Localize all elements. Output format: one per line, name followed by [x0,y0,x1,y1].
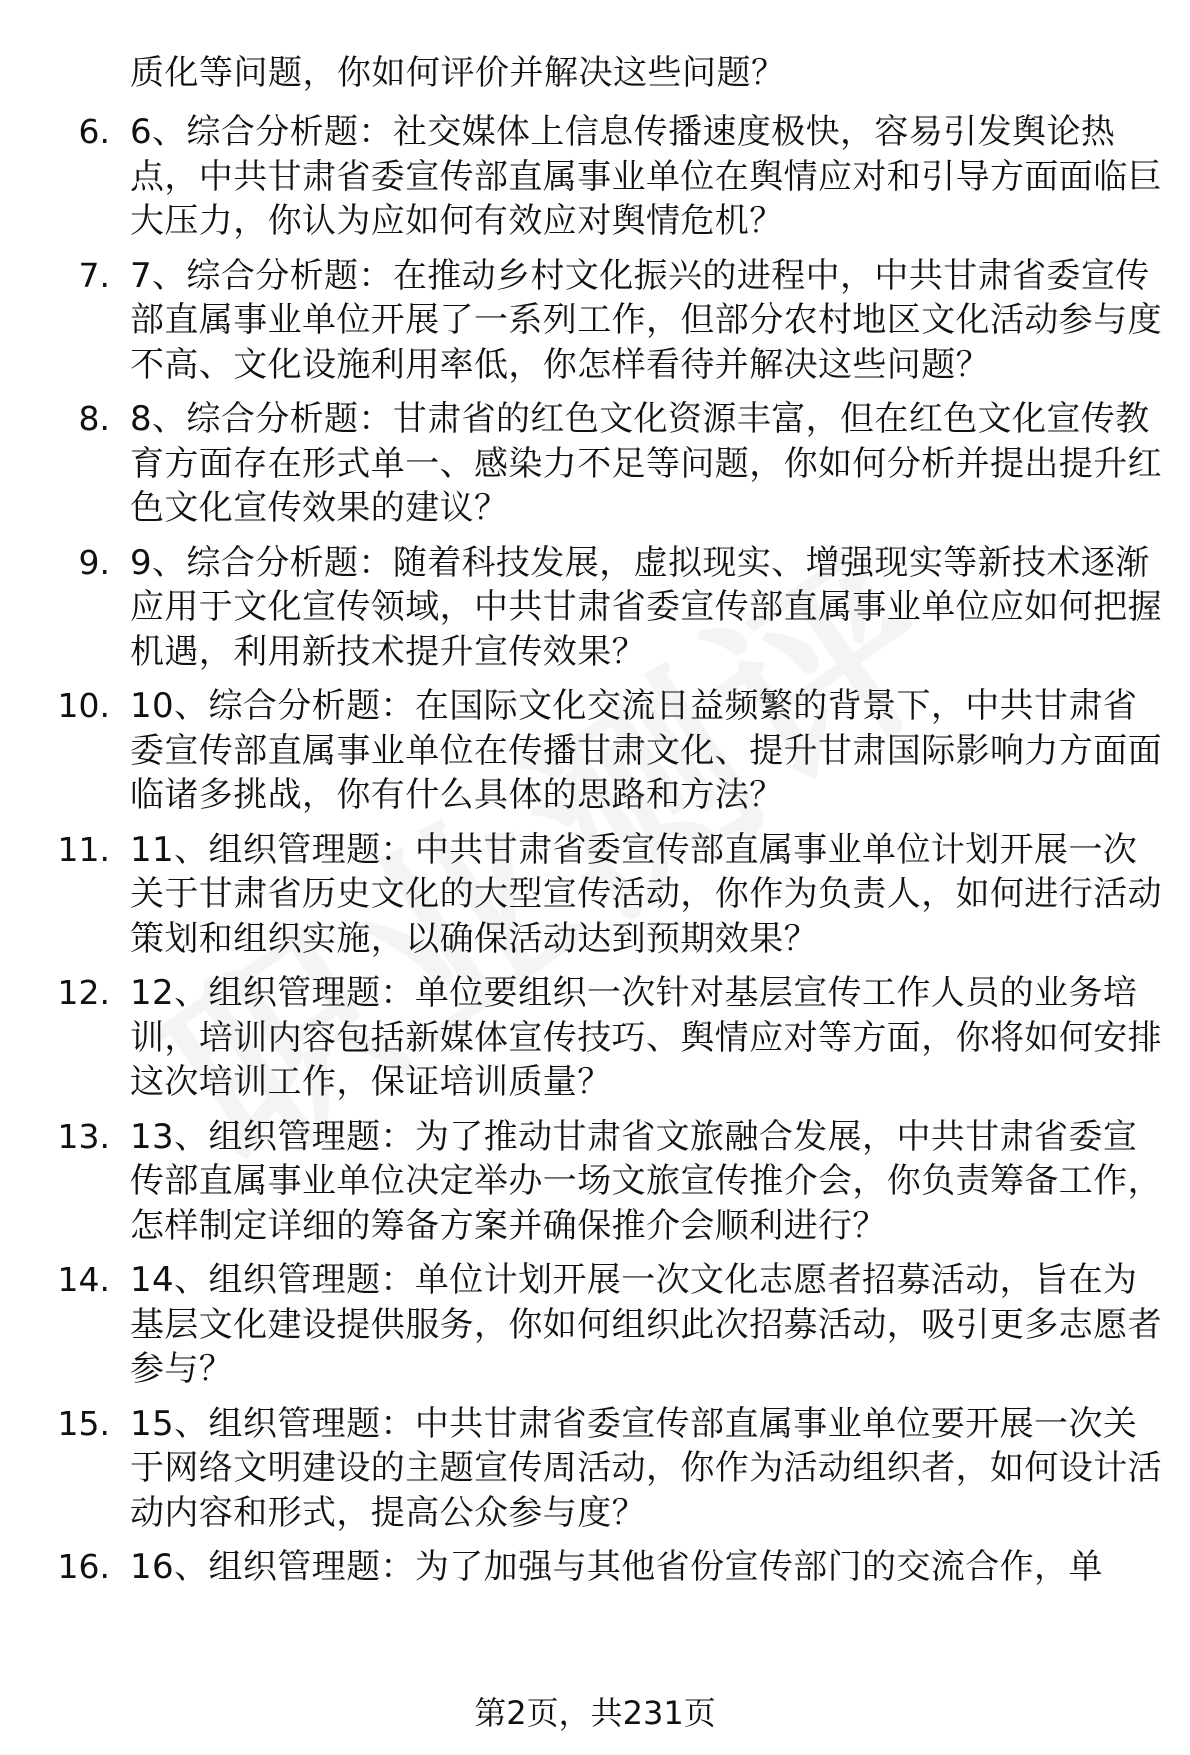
list-item [0,1402,1190,1536]
item-number: 6. [78,112,110,151]
list-item [0,1258,1190,1392]
item-number: 12. [57,973,110,1012]
item-number: 11. [57,829,110,869]
item-number: 9. [78,542,110,582]
list-item [0,1115,1190,1249]
question-text: 11、组织管理题：中共甘肃省委宣传部直属事业单位计划开展一次关于甘肃省历史文化的大型宣传活动，你作为负责人，如何进行活动策划和组织实施，以确保活动达到预期效果？ [130,829,1162,959]
question-text: 6、综合分析题：社交媒体上信息传播速度极快，容易引发舆论热点，中共甘肃省委宣传部直属事业单位在舆情应对和引导方面面临巨大压力，你认为应如何有效应对舆情危机？ [130,112,1162,241]
list-item [0,684,1190,818]
item-number: 7. [78,255,110,295]
page-number: 第2页，共231页 [474,1694,716,1732]
question-text: 12、组织管理题：单位要组织一次针对基层宣传工作人员的业务培训，培训内容包括新媒体宣传技巧、舆情应对等方面，你将如何安排这次培训工作，保证培训质量？ [130,973,1162,1102]
question-text: 8、综合分析题：甘肃省的红色文化资源丰富，但在红色文化宣传教育方面存在形式单一、感染力不足等问题，你如何分析并提出提升红色文化宣传效果的建议？ [130,399,1162,528]
list-item [0,971,1190,1105]
question-text: 9、综合分析题：随着科技发展，虚拟现实、增强现实等新技术逐渐应用于文化宣传领域，中共甘肃省委宣传部直属事业单位应如何把握机遇，利用新技术提升宣传效果？ [130,542,1162,672]
question-list [0,110,1190,1600]
question-text: 16、组织管理题：为了加强与其他省份宣传部门的交流合作，单 [130,1547,1103,1587]
item-number: 10. [57,686,110,725]
continued-text: 质化等问题，你如何评价并解决这些问题？ [130,53,786,93]
list-item [0,110,1190,244]
question-text: 14、组织管理题：单位计划开展一次文化志愿者招募活动，旨在为基层文化建设提供服务，你如何组织此次招募活动，吸引更多志愿者参与？ [130,1260,1162,1389]
list-item [0,397,1190,531]
item-number: 15. [57,1403,110,1443]
question-text: 10、综合分析题：在国际文化交流日益频繁的背景下，中共甘肃省委宣传部直属事业单位在传播甘肃文化、提升甘肃国际影响力方面面临诸多挑战，你有什么具体的思路和方法？ [130,686,1162,815]
item-number: 14. [57,1260,110,1299]
list-item [0,541,1190,675]
question-text: 7、综合分析题：在推动乡村文化振兴的进程中，中共甘肃省委宣传部直属事业单位开展了一系列工作，但部分农村地区文化活动参与度不高、文化设施利用率低，你怎样看待并解决这些问题？ [130,255,1162,385]
list-item [0,1545,1190,1590]
question-text: 13、组织管理题：为了推动甘肃省文旅融合发展，中共甘肃省委宣传部直属事业单位决定举办一场文旅宣传推介会，你负责筹备工作，怎样制定详细的筹备方案并确保推介会顺利进行？ [130,1116,1162,1246]
item-number: 16. [57,1547,110,1586]
question-text: 15、组织管理题：中共甘肃省委宣传部直属事业单位要开展一次关于网络文明建设的主题宣传周活动，你作为活动组织者，如何设计活动内容和形式，提高公众参与度？ [130,1403,1162,1533]
list-item [0,828,1190,962]
item-number: 8. [78,399,110,438]
item-number: 13. [57,1116,110,1156]
list-item [0,254,1190,388]
